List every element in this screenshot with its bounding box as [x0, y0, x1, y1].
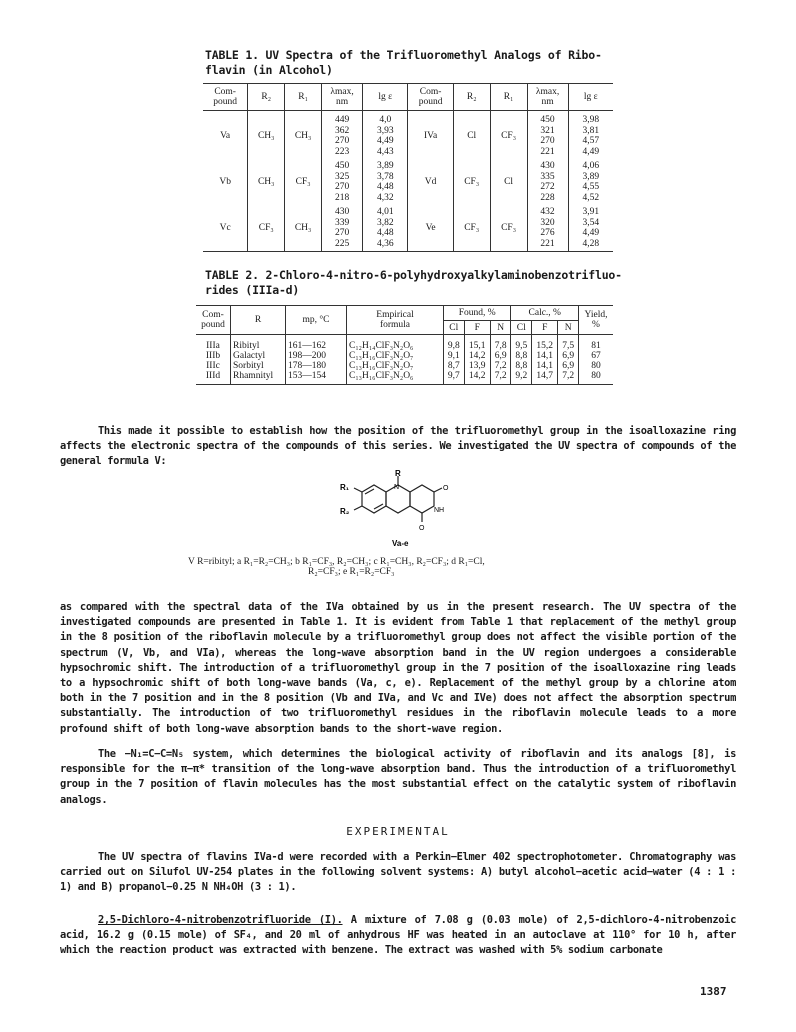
table1-col-lambda: λmax, nm — [322, 84, 363, 111]
table2-row — [196, 335, 613, 352]
table2-cell-compound: IIIb — [205, 351, 221, 361]
table2-cell-found-cl: 9,1 — [444, 351, 465, 361]
table1-cell-lambda-2: 450 321 270 221 — [527, 111, 568, 160]
section-heading-experimental: EXPERIMENTAL — [346, 825, 450, 838]
table2-cell-calc-n: 7,5 — [558, 335, 579, 352]
table2-row — [196, 351, 613, 361]
structure-label-r: R — [395, 470, 401, 478]
table2-sub-cl: Cl — [444, 321, 465, 335]
table1-row — [203, 111, 613, 160]
table1-col-lge: lg ε — [363, 84, 408, 111]
table2-cell-found-f: 15,1 — [464, 335, 490, 352]
table1-cell-r2: CH₃ — [248, 159, 285, 205]
table2-cell-found-f: 14,2 — [464, 371, 490, 385]
table2-cell-calc-n: 6,9 — [558, 361, 579, 371]
table1-col-lge-2: lg ε — [568, 84, 613, 111]
table1-cell-lge: 4,01 3,82 4,48 4,36 — [363, 205, 408, 252]
table2-cell-calc-cl: 8,8 — [511, 361, 532, 371]
table1-cell-lambda-2: 432 320 276 221 — [527, 205, 568, 252]
table2-cell-yield: 80 — [579, 371, 614, 385]
table1-cell-compound: Vb — [219, 177, 231, 187]
table1-cell-r2-2: Cl — [453, 111, 490, 160]
table2-col-yield: Yield, % — [579, 306, 614, 335]
table2-cell-r: Sorbityl — [231, 361, 286, 371]
table1-cell-r1-2: CF₃ — [490, 205, 527, 252]
table2 — [196, 305, 613, 385]
table2-sub-n: N — [490, 321, 511, 335]
table1-cell-lge-2: 4,06 3,89 4,55 4,52 — [568, 159, 613, 205]
structure-legend-line1: V R=ribityl; a R₁=R₂=CH₃; b R₁=CF₃, R₂=CH₃; c R₁=CH₃, R₂=CF₃; d R₁=Cl, — [188, 557, 485, 567]
table2-sub-n-calc: N — [558, 321, 579, 335]
table1 — [203, 83, 613, 252]
table2-caption — [205, 268, 645, 298]
structure-label-o2: O — [419, 525, 425, 532]
table1-cell-r1: CH₃ — [285, 111, 322, 160]
structure-label-r2: R₂ — [340, 507, 350, 516]
table2-cell-mp: 161—162 — [286, 335, 347, 352]
table2-cell-found-n: 7,8 — [490, 335, 511, 352]
table2-cell-calc-f: 14,1 — [532, 351, 558, 361]
table1-col-lambda-2: λmax, nm — [527, 84, 568, 111]
table1-cell-r1: CH₃ — [285, 205, 322, 252]
table1-row — [203, 159, 613, 205]
table2-cell-calc-n: 6,9 — [558, 351, 579, 361]
table1-row — [203, 205, 613, 252]
structure-legend-line2: R₂=CF₃; e R₁=R₂=CF₃ — [308, 567, 395, 577]
table1-cell-r2-2: CF₃ — [453, 205, 490, 252]
table2-col-formula: Empirical formula — [347, 306, 444, 335]
table2-cell-found-n: 6,9 — [490, 351, 511, 361]
paragraph-results: as compared with the spectral data of the IVa obtained by us in the present research. The UV spectra of the investigated compounds are presented in Table 1. It is evident from Table 1 that replacement of the methyl group in the 8 position of the riboflavin molecule by a trifluoromethyl group does not affect the visible portion of the spectrum (V, Vb, and VIa), whereas the long-wave absorption band in the UV region undergoes a considerable hypsochromic shift. The introduction of a trifluoromethyl group in the 7 position of the isoalloxazine ring leads to a hypsochromic shift of both long-wave bands (Va, c, e). Replacement of the methyl group by a chlorine atom both in the 7 position and in the 8 position (Vb and IVa, and Vc and IVe) does not affect the absorption spectrum substantially. The introduction of two trifluoromethyl residues in the riboflavin molecule leads to a more profound shift of both long-wave absorption bands to the short-wave region. — [60, 601, 736, 735]
table1-cell-compound: Va — [220, 131, 231, 141]
structure-label-n: N — [394, 484, 400, 491]
table1-cell-compound-2: Ve — [408, 205, 453, 252]
table1-col-compound: Com- pound — [203, 84, 248, 111]
table2-caption-line2: rides (IIIa-d) — [205, 283, 300, 297]
table2-cell-formula: C₁₂H₁₄ClF₃N₂O₆ — [347, 335, 444, 352]
table2-sub-f: F — [464, 321, 490, 335]
table2-cell-calc-f: 14,7 — [532, 371, 558, 385]
table1-cell-compound-2: Vd — [408, 159, 453, 205]
table2-col-calc: Calc., % — [511, 306, 579, 321]
table2-cell-formula: C₁₃H₁₆ClF₃N₂O₇ — [347, 351, 444, 361]
table1-cell-r1-2: CF₃ — [490, 111, 527, 160]
table1-cell-compound: Vc — [219, 223, 231, 233]
table1-cell-lge-2: 3,91 3,54 4,49 4,28 — [568, 205, 613, 252]
table1-col-r2-2: R₂ — [453, 84, 490, 111]
table2-cell-found-cl: 8,7 — [444, 361, 465, 371]
table2-cell-formula: C₁₃H₁₆ClF₃N₂O₆ — [347, 371, 444, 385]
table2-cell-calc-cl: 9,2 — [511, 371, 532, 385]
table2-cell-yield: 67 — [579, 351, 614, 361]
table2-caption-line1: TABLE 2. 2-Chloro-4-nitro-6-polyhydroxyalkylaminobenzotrifluo- — [205, 268, 622, 282]
table2-col-r: R — [231, 306, 286, 335]
table1-caption — [205, 48, 625, 78]
table1-header-row — [203, 84, 613, 111]
table2-cell-calc-cl: 9,5 — [511, 335, 532, 352]
compound-title: 2,5-Dichloro-4-nitrobenzotrifluoride (I). — [98, 914, 343, 926]
table2-col-mp: mp, °C — [286, 306, 347, 335]
table1-cell-lambda-2: 430 335 272 228 — [527, 159, 568, 205]
table1-cell-lge: 3,89 3,78 4,48 4,32 — [363, 159, 408, 205]
structure-label-nh: NH — [434, 507, 445, 514]
table1-cell-r2: CH₃ — [248, 111, 285, 160]
table1-caption-line2: flavin (in Alcohol) — [205, 63, 333, 77]
table1-col-compound-2: Com- pound — [408, 84, 453, 111]
paragraph-methods: The UV spectra of flavins IVa-d were recorded with a Perkin−Elmer 402 spectrophotometer. Chromatography was carried out on Silufol UV-254 plates in the following solvent systems: A) butyl alcohol−acetic acid−water (4 : 1 : 1) and B) propanol−0.25 N NH₄OH (3 : 1). — [60, 851, 736, 894]
table2-cell-compound: IIId — [205, 371, 221, 381]
table2-cell-formula: C₁₃H₁₆ClF₃N₂O₇ — [347, 361, 444, 371]
table2-cell-found-cl: 9,7 — [444, 371, 465, 385]
table2-cell-calc-f: 15,2 — [532, 335, 558, 352]
table2-cell-calc-cl: 8,8 — [511, 351, 532, 361]
table1-cell-compound-2: IVa — [408, 111, 453, 160]
table2-cell-calc-n: 7,2 — [558, 371, 579, 385]
table1-cell-r1: CF₃ — [285, 159, 322, 205]
table1-col-r1: R₁ — [285, 84, 322, 111]
table2-cell-yield: 80 — [579, 361, 614, 371]
flavin-structure-diagram — [330, 470, 480, 548]
table2-col-compound: Com- pound — [196, 306, 231, 335]
table1-caption-line1: TABLE 1. UV Spectra of the Trifluoromethyl Analogs of Ribo- — [205, 48, 602, 62]
structure-caption: Va-e — [392, 539, 409, 548]
synthesis-text: A mixture of 7.08 g (0.03 mole) of 2,5-dichloro-4-nitrobenzoic acid, 16.2 g (0.15 mole) of SF₄, and 20 ml of anhydrous HF was heated in an autoclave at 110° for 10 h, after which the reaction product was extracted with benzene. The extract was washed with 5% sodium carbonate — [60, 914, 736, 957]
table1-cell-lambda: 450 325 270 218 — [322, 159, 363, 205]
table1-col-r1-2: R₁ — [490, 84, 527, 111]
table2-cell-r: Rhamnityl — [231, 371, 286, 385]
structure-label-o: O — [443, 485, 449, 492]
table2-row — [196, 361, 613, 371]
table1-cell-r2: CF₃ — [248, 205, 285, 252]
table2-cell-found-f: 14,2 — [464, 351, 490, 361]
table2-cell-found-f: 13,9 — [464, 361, 490, 371]
table1-col-r2: R₂ — [248, 84, 285, 111]
table2-cell-r: Ribityl — [231, 335, 286, 352]
paragraph-intro: This made it possible to establish how the position of the trifluoromethyl group in the isoalloxazine ring affects the electronic spectra of the compounds of this series. We investigated the UV spectra of compounds of the general formula V: — [60, 425, 736, 468]
table2-cell-yield: 81 — [579, 335, 614, 352]
table2-cell-r: Galactyl — [231, 351, 286, 361]
table1-cell-r1-2: Cl — [490, 159, 527, 205]
structure-legend — [188, 557, 648, 577]
table1-cell-r2-2: CF₃ — [453, 159, 490, 205]
table2-col-found: Found, % — [444, 306, 511, 321]
paragraph-synthesis — [60, 913, 736, 959]
table2-sub-f-calc: F — [532, 321, 558, 335]
table2-cell-found-n: 7,2 — [490, 371, 511, 385]
table1-cell-lambda: 449 362 270 223 — [322, 111, 363, 160]
table2-row — [196, 371, 613, 385]
table2-cell-calc-f: 14,1 — [532, 361, 558, 371]
table1-cell-lge-2: 3,98 3,81 4,57 4,49 — [568, 111, 613, 160]
table2-cell-found-n: 7,2 — [490, 361, 511, 371]
table2-cell-mp: 153—154 — [286, 371, 347, 385]
table2-cell-mp: 198—200 — [286, 351, 347, 361]
structure-label-r1: R₁ — [340, 483, 350, 492]
table2-cell-compound: IIIc — [206, 361, 220, 371]
table1-cell-lge: 4,0 3,93 4,49 4,43 — [363, 111, 408, 160]
table1-cell-lambda: 430 339 270 225 — [322, 205, 363, 252]
table2-sub-cl-calc: Cl — [511, 321, 532, 335]
paragraph-system: The −N₁=C−C=N₅ system, which determines the biological activity of riboflavin and its analogs [8], is responsible for the π−π* transition of the long-wave absorption band. Thus the introduction of a trifluoromethyl group in the 7 position of flavin molecules has the most substantial effect on the catalytic system of riboflavin analogs. — [60, 748, 736, 806]
table2-cell-mp: 178—180 — [286, 361, 347, 371]
page-number: 1387 — [700, 985, 727, 998]
table2-cell-found-cl: 9,8 — [444, 335, 465, 352]
table2-cell-compound: IIIa — [206, 341, 220, 351]
